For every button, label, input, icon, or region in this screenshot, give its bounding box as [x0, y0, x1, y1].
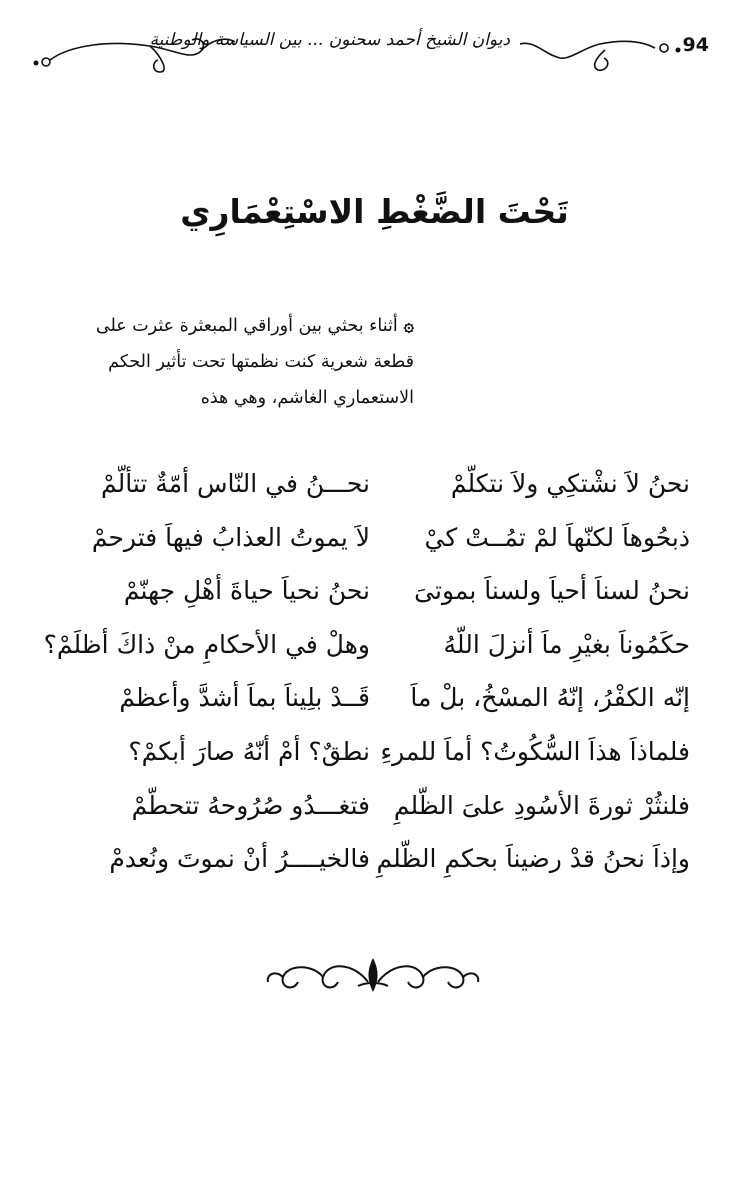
first-hemistich: فلنثُرْ ثورةَ الأسُودِ علىَ الظّلمِ: [393, 790, 690, 820]
verse: [70, 464, 690, 518]
page-number: 94: [682, 34, 709, 56]
verse: [70, 786, 690, 840]
verse: [70, 518, 690, 572]
second-hemistich: نحـــنُ في النّاس أمّةٌ تتألّمْ: [100, 469, 370, 498]
first-hemistich: فلماذاَ هذاَ السُّكُوتُ؟ أماَ للمرءِ: [380, 736, 690, 766]
second-hemistich: فالخيــــرُ أنْ نموتَ ونُعدمْ: [109, 844, 370, 874]
intro-mark-icon: ۞: [403, 316, 414, 336]
header-flourish: [0, 0, 749, 100]
first-hemistich: إنّه الكفْرُ، إنّهُ المسْخُ، بلْ ماَ: [410, 683, 690, 713]
poem-title: تَحْتَ الضَّغْطِ الاسْتِعْمَارِي: [180, 192, 569, 231]
verse: [70, 839, 690, 893]
first-hemistich: ذبحُوهاَ لكنّهاَ لمْ تمُــتْ كيْ: [424, 522, 690, 552]
second-hemistich: نحنُ نحياَ حياةَ أهْلِ جهنّمْ: [123, 576, 370, 606]
first-hemistich: نحنُ لاَ نشْتكِي ولاَ نتكلّمْ: [450, 469, 690, 498]
intro-paragraph: [34, 308, 414, 416]
second-hemistich: نطقٌ؟ أمْ أنّهُ صارَ أبكمْ؟: [128, 736, 370, 766]
second-hemistich: قَــدْ بلِيناَ بماَ أشدَّ وأعظمْ: [119, 683, 370, 713]
verse: [70, 678, 690, 732]
page-header: [0, 0, 749, 100]
running-title: ديوان الشيخ أحمد سحنون ... بين السياسة والوطنية: [149, 30, 510, 50]
first-hemistich: حكَمُوناَ بغيْرِ ماَ أنزلَ اللّهُ: [443, 629, 690, 659]
poem-verses: [43, 464, 690, 893]
second-hemistich: وهلْ في الأحكامِ منْ ذاكَ أظلَمْ؟: [43, 629, 370, 659]
verse: [43, 625, 690, 679]
intro-line-3: الاستعماري الغاشم، وهي هذه: [200, 388, 414, 408]
verse: [70, 732, 690, 786]
second-hemistich: لاَ يموتُ العذابُ فيهاَ فترحمْ: [91, 522, 370, 552]
intro-line-2: قطعة شعرية كنت نظمتها تحت تأثير الحكم: [108, 352, 414, 372]
intro-line-text: أثناء بحثي بين أوراقي المبعثرة عثرت على: [95, 316, 398, 336]
intro-line-1: [34, 308, 414, 344]
verse: [70, 571, 690, 625]
first-hemistich: نحنُ لسناَ أحياَ ولسناَ بموتىَ: [414, 576, 690, 606]
first-hemistich: وإذاَ نحنُ قدْ رضيناَ بحكمِ الظّلمِ: [376, 844, 690, 874]
second-hemistich: فتغـــدُو صُرُوحهُ تتحطّمْ: [131, 790, 370, 820]
end-ornament-icon: [258, 952, 488, 1002]
